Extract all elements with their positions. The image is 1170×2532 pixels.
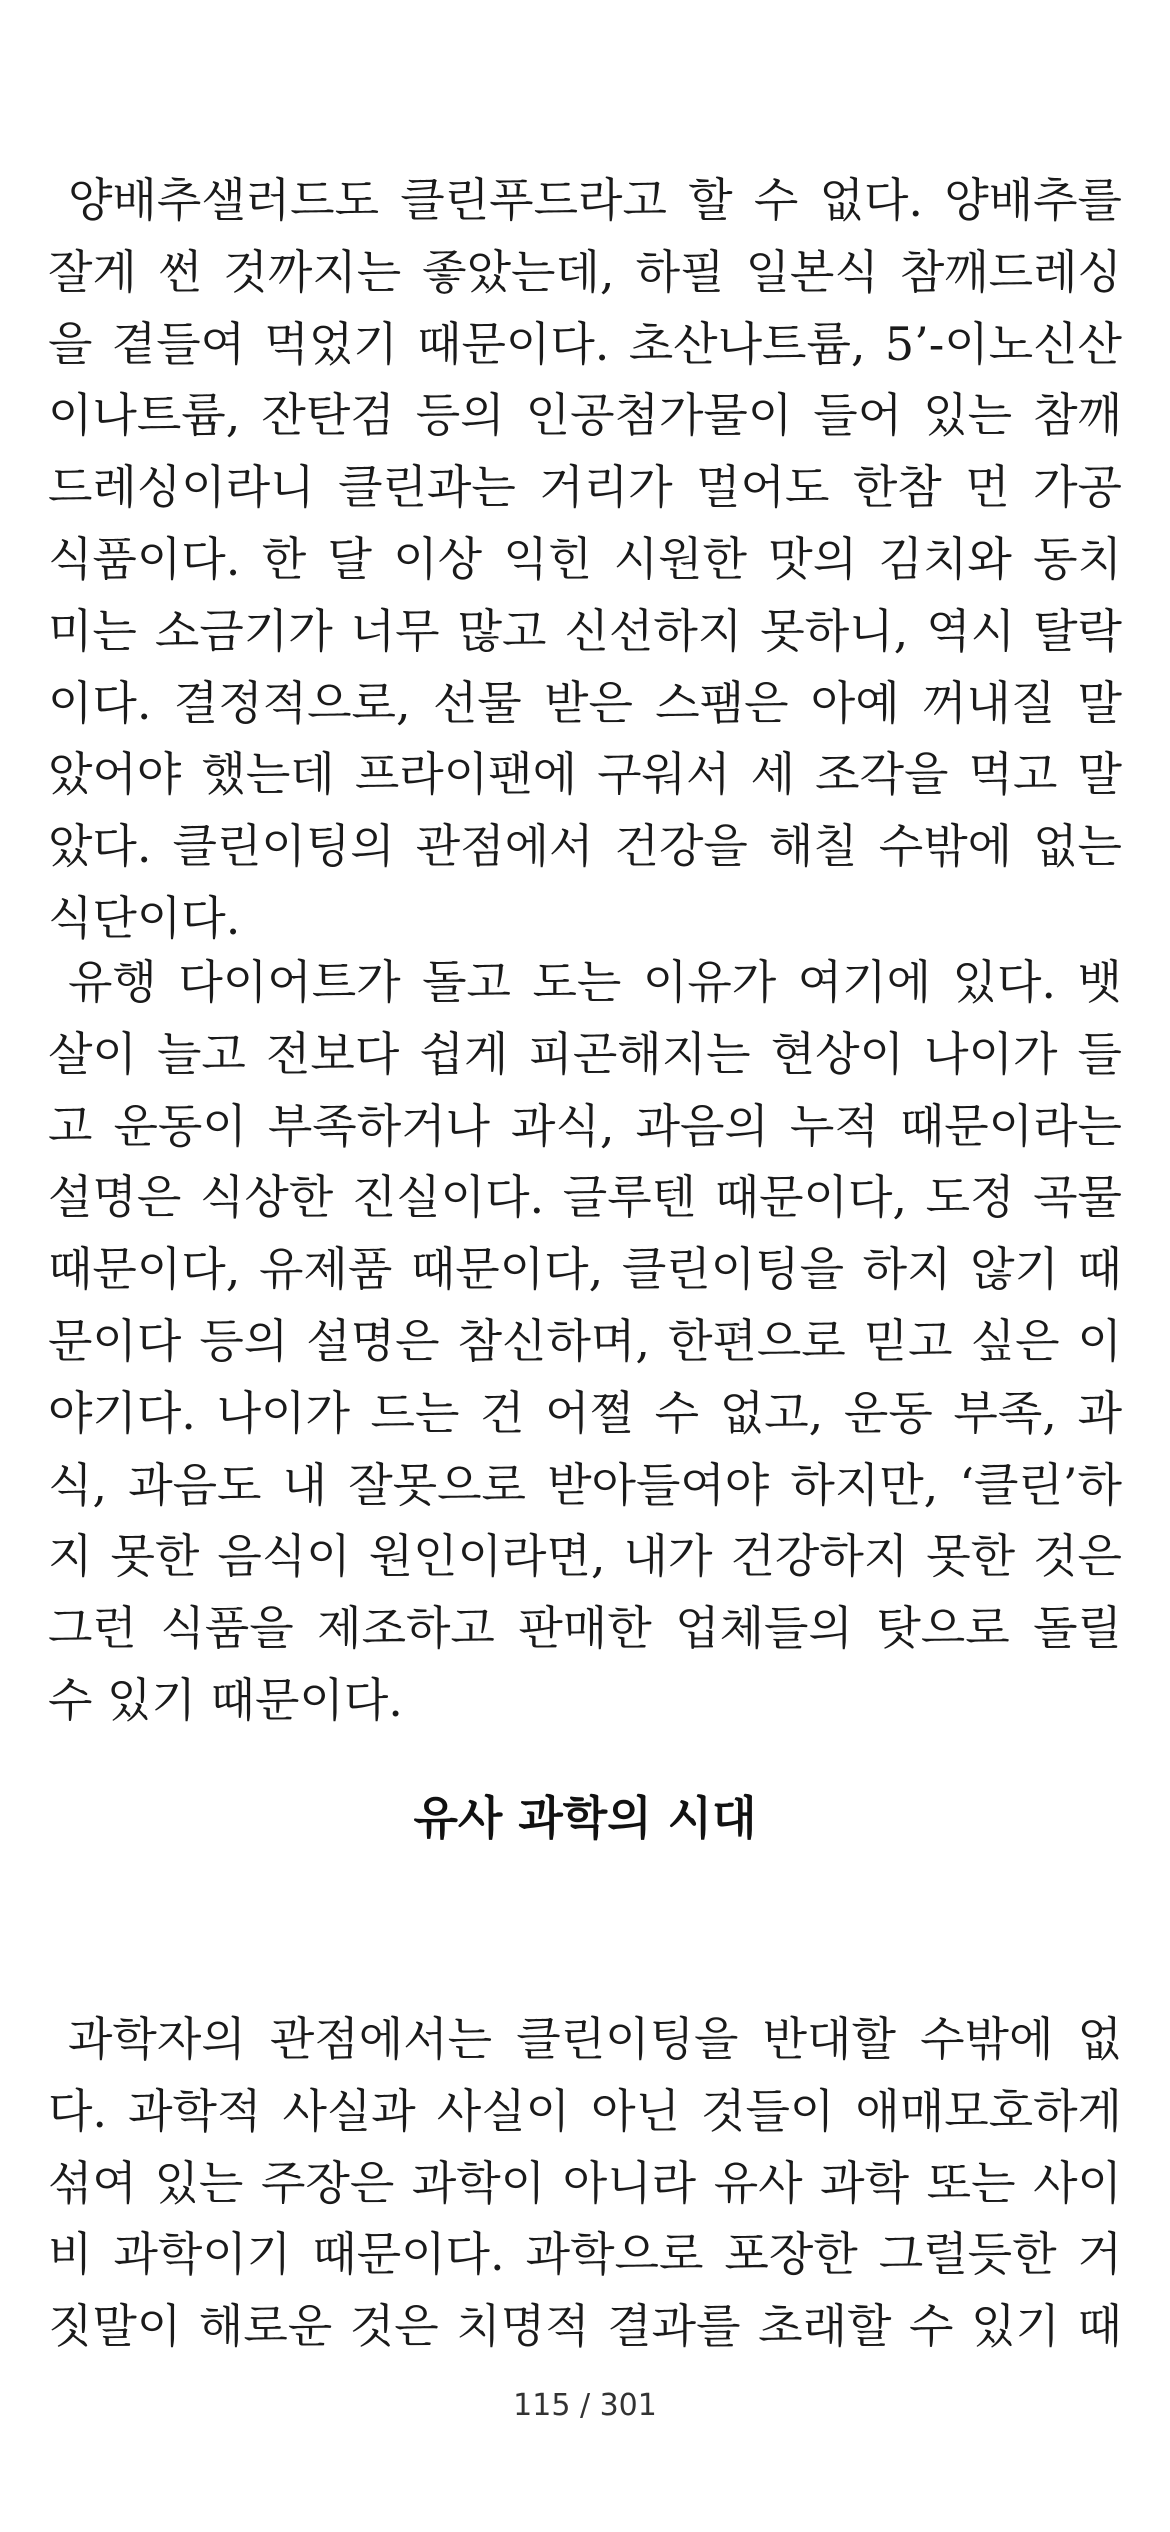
text-line: 다. 과학적 사실과 사실이 아닌 것들이 애매모호하게 (48, 2083, 1122, 2138)
text-line: 고 운동이 부족하거나 과식, 과음의 누적 때문이라는 (48, 1098, 1122, 1153)
text-line: 살이 늘고 전보다 쉽게 피곤해지는 현상이 나이가 들 (48, 1026, 1122, 1081)
text-line: 았어야 했는데 프라이팬에 구워서 세 조각을 먹고 말 (48, 747, 1122, 802)
text-line: 때문이다, 유제품 때문이다, 클린이팅을 하지 않기 때 (48, 1242, 1122, 1297)
body-paragraph (48, 2004, 1122, 2363)
text-line: 수 있기 때문이다. (48, 1672, 403, 1727)
text-line: 그런 식품을 제조하고 판매한 업체들의 탓으로 돌릴 (48, 1601, 1122, 1656)
text-line: 지 못한 음식이 원인이라면, 내가 건강하지 못한 것은 (48, 1529, 1122, 1584)
text-line: 문이다 등의 설명은 참신하며, 한편으로 믿고 싶은 이 (48, 1313, 1122, 1368)
text-line: 섞여 있는 주장은 과학이 아니라 유사 과학 또는 사이 (48, 2155, 1122, 2210)
text-line: 양배추샐러드도 클린푸드라고 할 수 없다. 양배추를 (68, 173, 1122, 227)
text-line: 을 곁들여 먹었기 때문이다. 초산나트륨, 5’-이노신산 (48, 316, 1122, 371)
text-line: 미는 소금기가 너무 많고 신선하지 못하니, 역시 탈락 (48, 603, 1122, 658)
text-line: 과학자의 관점에서는 클린이팅을 반대할 수밖에 없 (68, 2012, 1122, 2066)
text-line: 이다. 결정적으로, 선물 받은 스팸은 아예 꺼내질 말 (48, 675, 1122, 730)
text-line: 잘게 썬 것까지는 좋았는데, 하필 일본식 참깨드레싱 (48, 244, 1122, 299)
text-line: 식단이다. (48, 890, 241, 945)
text-line: 설명은 식상한 진실이다. 글루텐 때문이다, 도정 곡물 (48, 1170, 1122, 1225)
text-line: 짓말이 해로운 것은 치명적 결과를 초래할 수 있기 때 (48, 2299, 1122, 2354)
page-number: 115 / 301 (513, 2388, 657, 2423)
body-paragraph (48, 165, 1122, 955)
section-heading: 유사 과학의 시대 (413, 1791, 757, 1845)
text-line: 이나트륨, 잔탄검 등의 인공첨가물이 들어 있는 참깨 (48, 388, 1122, 443)
text-line: 야기다. 나이가 드는 건 어쩔 수 없고, 운동 부족, 과 (48, 1385, 1122, 1440)
text-line: 유행 다이어트가 돌고 도는 이유가 여기에 있다. 뱃 (68, 955, 1122, 1009)
text-line: 드레싱이라니 클린과는 거리가 멀어도 한참 먼 가공 (48, 460, 1122, 515)
body-paragraph (48, 947, 1122, 1737)
text-line: 비 과학이기 때문이다. 과학으로 포장한 그럴듯한 거 (48, 2227, 1122, 2282)
text-line: 식, 과음도 내 잘못으로 받아들여야 하지만, ‘클린’하 (48, 1457, 1122, 1512)
text-line: 식품이다. 한 달 이상 익힌 시원한 맛의 김치와 동치 (48, 531, 1122, 586)
text-line: 았다. 클린이팅의 관점에서 건강을 해칠 수밖에 없는 (48, 819, 1122, 874)
